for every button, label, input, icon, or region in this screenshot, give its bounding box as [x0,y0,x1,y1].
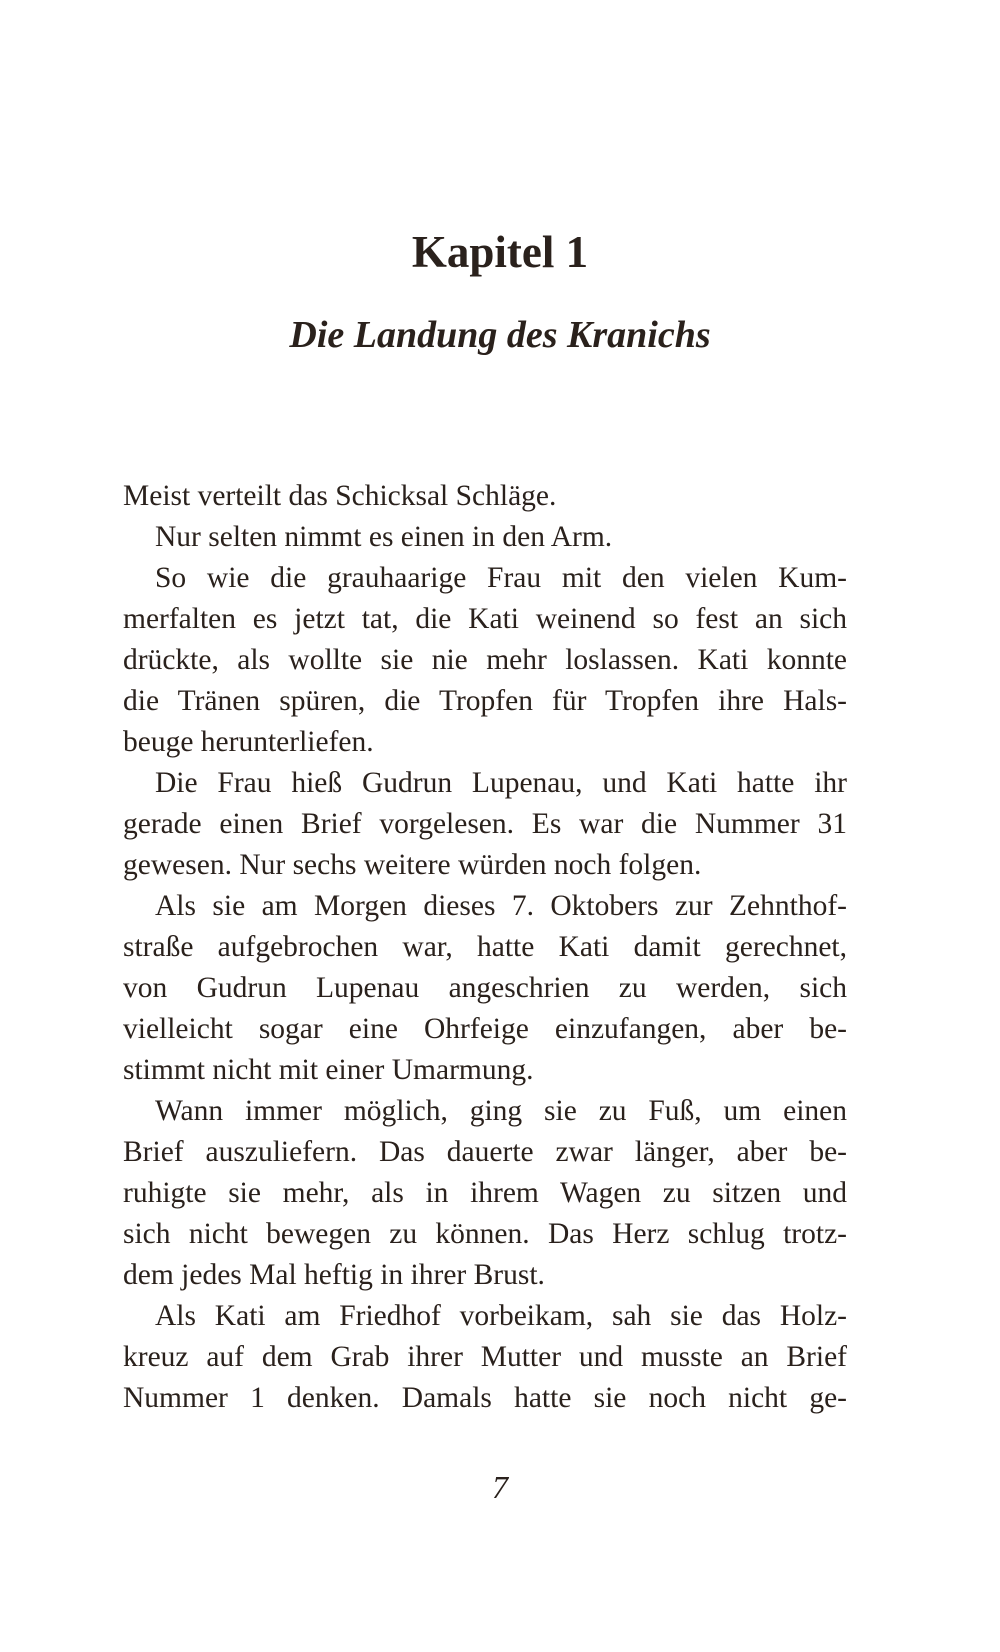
text-line: Nummer 1 denken. Damals hatte sie noch nicht ge- [123,1382,847,1414]
text-line: Meist verteilt das Schicksal Schläge. [123,480,557,512]
text-line: vielleicht sogar eine Ohrfeige einzufangen, aber be- [123,1013,847,1045]
text-line: merfalten es jetzt tat, die Kati weinend so fest an sich [123,603,847,635]
text-line: stimmt nicht mit einer Umarmung. [123,1054,534,1086]
text-line: beuge herunterliefen. [123,726,374,758]
text-line: Nur selten nimmt es einen in den Arm. [155,521,613,553]
chapter-subtitle: Die Landung des Kranichs [289,314,711,356]
text-line: So wie die grauhaarige Frau mit den vielen Kum- [155,562,847,594]
text-line: kreuz auf dem Grab ihrer Mutter und musste an Brief [123,1341,847,1373]
text-line: von Gudrun Lupenau angeschrien zu werden, sich [123,972,847,1004]
body-text [123,476,847,1419]
page-number: 7 [492,1469,508,1505]
text-line: Die Frau hieß Gudrun Lupenau, und Kati hatte ihr [155,767,847,799]
text-line: die Tränen spüren, die Tropfen für Tropfen ihre Hals- [123,685,847,717]
text-line: drückte, als wollte sie nie mehr loslassen. Kati konnte [123,644,847,676]
text-line: ruhigte sie mehr, als in ihrem Wagen zu sitzen und [123,1177,847,1209]
text-line: dem jedes Mal heftig in ihrer Brust. [123,1259,545,1291]
text-line: Wann immer möglich, ging sie zu Fuß, um einen [155,1095,847,1127]
text-line: Als Kati am Friedhof vorbeikam, sah sie das Holz- [155,1300,847,1332]
text-line: Brief auszuliefern. Das dauerte zwar länger, aber be- [123,1136,847,1168]
text-line: sich nicht bewegen zu können. Das Herz schlug trotz- [123,1218,847,1250]
text-line: gerade einen Brief vorgelesen. Es war die Nummer 31 [123,808,847,840]
text-line: straße aufgebrochen war, hatte Kati damit gerechnet, [123,931,847,963]
chapter-title: Kapitel 1 [411,227,589,277]
text-line: gewesen. Nur sechs weitere würden noch folgen. [123,849,702,881]
text-line: Als sie am Morgen dieses 7. Oktobers zur Zehnthof- [155,890,847,922]
